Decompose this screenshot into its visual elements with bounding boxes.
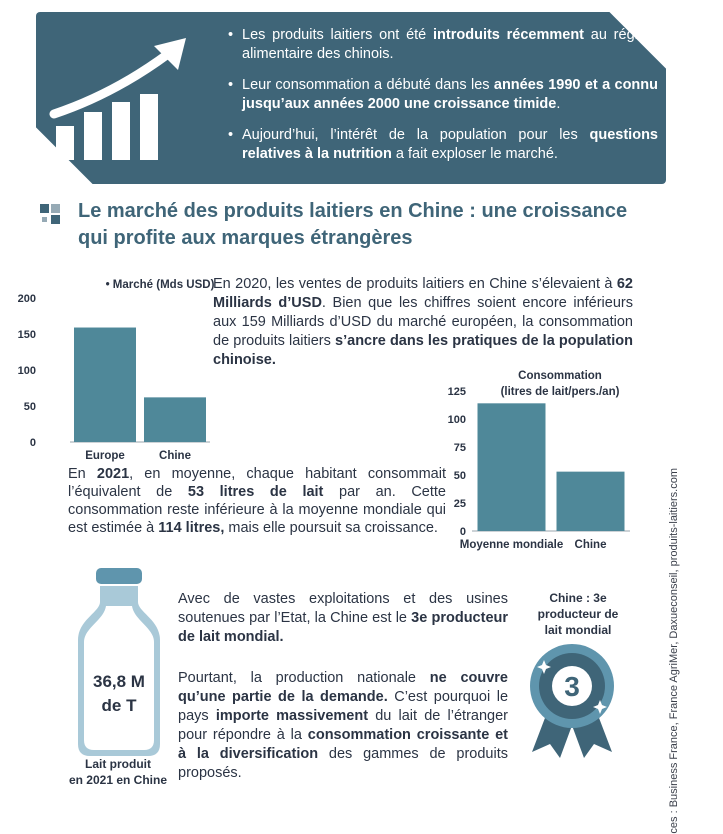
y-tick-label: 100	[17, 365, 36, 377]
intro-banner	[36, 12, 666, 184]
body-text: Avec de vastes exploitations et des usines soutenues par l’Etat, la Chine est le	[178, 591, 508, 626]
production-value	[76, 670, 162, 718]
emphasis-text: importe massivement	[215, 708, 369, 724]
caption-line: producteur de	[537, 607, 619, 621]
y-tick-label: 125	[447, 386, 466, 398]
y-tick-label: 200	[17, 293, 36, 305]
production-caption	[60, 756, 176, 788]
intro-bullet	[228, 76, 658, 114]
body-text: du lait de l’étranger pour répondre à la	[178, 708, 508, 743]
body-text: a fait exploser le marché.	[391, 146, 558, 162]
body-text: Leur consommation a débuté dans les	[242, 77, 494, 93]
x-category-label: Europe	[85, 450, 125, 462]
y-tick-label: 0	[459, 526, 466, 538]
section-heading	[40, 198, 650, 252]
body-text: des gammes de produits proposés.	[178, 746, 508, 781]
body-text: Aujourd’hui, l’intérêt de la population pour les	[242, 127, 590, 143]
medal-icon	[524, 640, 620, 760]
caption-line: en 2021 en Chine	[68, 773, 168, 787]
bar	[144, 397, 206, 442]
body-text: . Bien que les chiffres soient encore inférieurs aux 159 Milliards d’USD du marché européen, la consommation de produits laitiers	[213, 295, 633, 349]
emphasis-text: ne couvre qu’une partie de la demande.	[178, 670, 508, 705]
emphasis-text: s’ancre dans les pratiques de la population chinoise.	[213, 333, 634, 368]
emphasis-text: 62 Milliards d’USD	[213, 276, 633, 311]
x-category-label: Chine	[159, 450, 191, 462]
y-tick-label: 75	[453, 442, 466, 454]
emphasis-text: questions relatives à la nutrition	[242, 127, 658, 162]
consumption-paragraph	[68, 465, 446, 537]
consumption-bar-chart	[440, 365, 640, 560]
producer-paragraph	[178, 590, 508, 647]
source-text: ces : Business France, France AgriMer, Daxueconseil, produits-laitiers.com	[668, 468, 680, 834]
body-text: au régime alimentaire des chinois.	[242, 27, 658, 62]
market-paragraph	[213, 275, 633, 370]
emphasis-text: 114 litres,	[158, 520, 225, 536]
section-title: Le marché des produits laitiers en Chine : une croissance qui profite aux marques étrangères	[78, 200, 628, 249]
x-category-label: Chine	[574, 539, 607, 551]
caption-line: Lait produit	[85, 757, 151, 771]
intro-bullets	[228, 26, 658, 176]
bar	[557, 472, 625, 531]
body-text: C’est pourquoi le pays	[178, 689, 509, 724]
bar	[478, 403, 546, 531]
production-value-line: de T	[101, 696, 137, 715]
emphasis-text: 2021	[96, 466, 130, 482]
chart-title: • Marché (Mds USD)	[105, 279, 215, 291]
caption-line: lait mondial	[544, 623, 612, 637]
milk-bottle-icon	[74, 568, 164, 758]
rank-caption	[528, 590, 628, 638]
y-tick-label: 50	[23, 401, 36, 413]
chart-title: Consommation	[518, 370, 602, 382]
y-tick-label: 150	[17, 329, 36, 341]
bar	[74, 328, 136, 442]
y-tick-label: 100	[447, 414, 466, 426]
body-text: En	[68, 466, 97, 482]
body-text: par an. Cette consommation reste inférieure à la moyenne mondiale qui est estimée à	[68, 484, 446, 536]
emphasis-text: introduits récemment	[433, 27, 585, 43]
y-tick-label: 25	[453, 498, 466, 510]
x-category-label: Moyenne mondiale	[459, 539, 564, 551]
emphasis-text: 3e producteur de lait mondial.	[178, 610, 509, 645]
body-text: Pourtant, la production nationale	[178, 670, 430, 686]
intro-bullet	[228, 126, 658, 164]
caption-line: Chine : 3e	[549, 591, 607, 605]
chart-title: (litres de lait/pers./an)	[500, 386, 620, 398]
body-text: mais elle poursuit sa croissance.	[224, 520, 438, 536]
market-bar-chart	[17, 276, 220, 466]
production-value-line: 36,8 M	[93, 672, 145, 691]
squares-icon	[40, 204, 62, 226]
y-tick-label: 50	[453, 470, 466, 482]
import-paragraph	[178, 669, 508, 783]
source-credit	[654, 468, 682, 834]
body-text: Les produits laitiers ont été	[242, 27, 434, 43]
body-text: En 2020, les ventes de produits laitiers en Chine s’élevaient à	[213, 276, 617, 292]
intro-bullet	[228, 26, 658, 64]
body-text: , en moyenne, chaque habitant consommait l’équivalent de	[68, 466, 446, 500]
emphasis-text: 53 litres de lait	[187, 484, 324, 500]
growth-chart-icon	[50, 32, 210, 172]
y-tick-label: 0	[29, 437, 36, 449]
emphasis-text: années 1990 et a connu jusqu’aux années 2000 une croissance timide	[242, 77, 658, 112]
emphasis-text: consommation croissante et à la diversification	[178, 727, 509, 762]
body-text: .	[556, 96, 561, 112]
medal-number: 3	[564, 671, 580, 702]
